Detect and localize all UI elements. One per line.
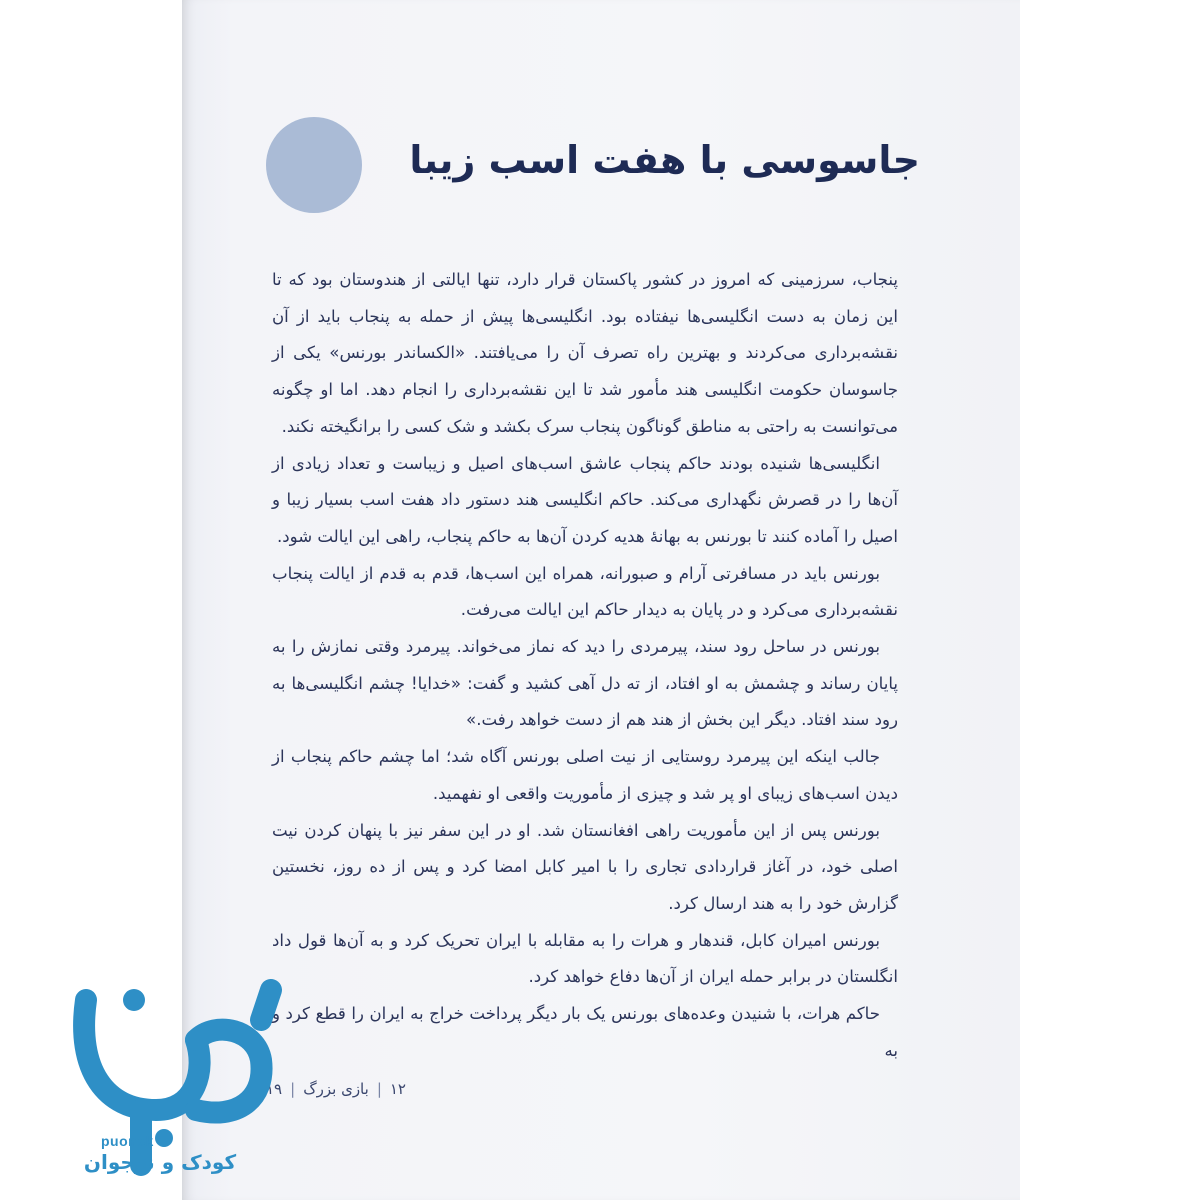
footer-separator: | [290, 1080, 296, 1098]
chapter-title: جاسوسی با هفت اسب زیبا [409, 138, 920, 182]
paragraph: جالب اینکه این پیرمرد روستایی از نیت اصلی بورنس آگاه شد؛ اما چشم حاکم پنجاب از دیدن اسب‌های زیبای او پر شد و چیزی از مأموریت واقعی او نفهمید. [272, 747, 898, 803]
paragraph: بورنس در ساحل رود سند، پیرمردی را دید که نماز می‌خواند. پیرمرد وقتی نمازش را به پایان رساند و چشمش به او افتاد، از ته دل آهی کشید و گفت: «خدایا! چشم انگلیسی‌ها به رود سند افتاد. دیگر این بخش از هند هم از دست خواهد رفت.» [272, 637, 898, 730]
paragraph: حاکم هرات، با شنیدن وعده‌های بورنس یک بار دیگر پرداخت خراج به ایران را قطع کرد و به [272, 1004, 898, 1060]
paragraph: پنجاب، سرزمینی که امروز در کشور پاکستان قرار دارد، تنها ایالتی از هندوستان بود که تا این زمان به دست انگلیسی‌ها نیفتاده بود. انگلیسی‌ها پیش از حمله به پنجاب باید از آن نقشه‌برداری می‌کردند و بهترین راه تصرف آن را می‌یافتند. «الکساندر بورنس» یکی از جاسوسان حکومت انگلیسی هند مأمور شد تا این نقشه‌برداری را انجام دهد. اما او چگونه می‌توانست به راحتی به مناطق گوناگون پنجاب سرک بکشد و شک کسی را برانگیخته نکند. [272, 270, 898, 436]
page-footer [262, 1080, 502, 1098]
book-title: بازی بزرگ [303, 1080, 369, 1098]
chapter-body [272, 262, 898, 1069]
logo-latin-wordmark: puonak [101, 1133, 154, 1149]
page-number: ۱۹ [266, 1080, 283, 1098]
paragraph: بورنس باید در مسافرتی آرام و صبورانه، همراه این اسب‌ها، قدم به قدم از ایالت پنجاب نقشه‌برداری می‌کرد و در پایان به دیدار حاکم این ایالت می‌رفت. [272, 563, 898, 620]
paragraph: بورنس پس از این مأموریت راهی افغانستان شد. او در این سفر نیز با پنهان کردن نیت اصلی خود، در آغاز قراردادی تجاری را با امیر کابل امضا کرد و پس از ده روز، نخستین گزارش خود را به هند ارسال کرد. [272, 820, 898, 913]
paragraph: بورنس امیران کابل، قندهار و هرات را به مقابله با ایران تحریک کرد و به آن‌ها قول داد انگلستان در برابر حمله ایران از آن‌ها دفاع خواهد کرد. [272, 930, 898, 987]
footer-separator: | [376, 1080, 382, 1098]
volume-number: ۱۲ [389, 1080, 406, 1098]
paragraph: انگلیسی‌ها شنیده بودند حاکم پنجاب عاشق اسب‌های اصیل و زیباست و تعداد زیادی از آن‌ها را در قصرش نگهداری می‌کند. حاکم انگلیسی هند دستور داد هفت اسب بسیار زیبا و اصیل را آماده کنند تا بورنس به بهانهٔ هدیه کردن آن‌ها به حاکم پنجاب، راهی این ایالت شود. [272, 453, 898, 546]
logo-tagline: کودک و نوجوان [83, 1150, 237, 1174]
